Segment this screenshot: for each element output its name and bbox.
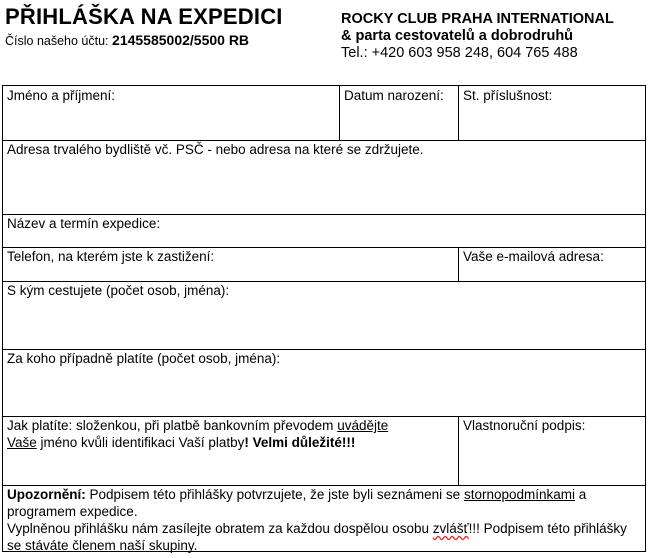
notice-label: Upozornění: bbox=[7, 487, 86, 502]
application-form bbox=[2, 85, 646, 552]
address-label: Adresa trvalého bydliště vč. PSČ - nebo adresa na které se zdržujete. bbox=[7, 142, 424, 157]
pay-for-field[interactable] bbox=[3, 349, 645, 416]
citizenship-field[interactable] bbox=[458, 86, 645, 140]
row-travel-with bbox=[3, 281, 645, 350]
club-subtitle: & parta cestovatelů a dobrodruhů bbox=[341, 28, 574, 44]
birth-label: Datum narození: bbox=[344, 88, 444, 103]
travel-with-field[interactable] bbox=[3, 281, 645, 349]
email-field[interactable] bbox=[458, 247, 645, 281]
row-personal bbox=[3, 86, 645, 141]
email-label: Vaše e-mailová adresa: bbox=[463, 249, 604, 264]
signature-field[interactable] bbox=[458, 416, 645, 485]
payment-field[interactable] bbox=[3, 416, 458, 485]
row-notice bbox=[3, 485, 645, 551]
notice-line2a: Vyplněnou přihlášku nám zasílejte obratem za každou dospělou osobu bbox=[7, 521, 433, 536]
address-field[interactable] bbox=[3, 140, 645, 214]
travel-with-label: S kým cestujete (počet osob, jména): bbox=[7, 283, 230, 298]
citizenship-label: St. příslušnost: bbox=[463, 88, 553, 103]
row-expedition bbox=[3, 214, 645, 248]
payment-underlined-2: Vaše bbox=[7, 435, 37, 450]
name-field[interactable] bbox=[3, 86, 339, 140]
notice-block bbox=[3, 485, 645, 551]
phone-field[interactable] bbox=[3, 247, 458, 281]
payment-text-2: jméno kvůli identifikaci Vaší platby bbox=[36, 435, 245, 450]
row-pay-for bbox=[3, 349, 645, 417]
expedition-field[interactable] bbox=[3, 214, 645, 247]
phone-label: Telefon, na kterém jste k zastižení: bbox=[7, 249, 215, 264]
header-right bbox=[341, 11, 614, 62]
row-address bbox=[3, 140, 645, 215]
club-phone: Tel.: +420 603 958 248, 604 765 488 bbox=[341, 45, 578, 61]
notice-zvlast: zvlášť bbox=[432, 521, 469, 536]
birth-date-field[interactable] bbox=[339, 86, 458, 140]
notice-text-1: Podpisem této přihlášky potvrzujete, že jste byli seznámeni se bbox=[85, 487, 464, 502]
row-contact bbox=[3, 247, 645, 282]
name-label: Jméno a příjmení: bbox=[7, 88, 116, 103]
notice-text-2: a programem expedice. bbox=[7, 487, 587, 519]
account-number: 2145585002/5500 RB bbox=[112, 32, 250, 48]
club-name: ROCKY CLUB PRAHA INTERNATIONAL bbox=[341, 11, 614, 27]
page-title: PŘIHLÁŠKA NA EXPEDICI bbox=[5, 4, 283, 29]
header-left bbox=[5, 4, 283, 49]
row-payment bbox=[3, 416, 645, 486]
payment-underlined-1: uvádějte bbox=[337, 418, 389, 433]
notice-line2b: !!! Podpisem této přihlášky se stáváte členem naší skupiny. bbox=[7, 521, 627, 553]
account-line bbox=[5, 32, 283, 49]
payment-text-1: Jak platíte: složenkou, při platbě bankovním převodem bbox=[7, 418, 338, 433]
signature-label: Vlastnoruční podpis: bbox=[463, 418, 586, 433]
notice-storno: stornopodmínkami bbox=[463, 487, 575, 502]
account-label: Číslo našeho účtu: bbox=[5, 34, 109, 48]
pay-for-label: Za koho případně platíte (počet osob, jména): bbox=[7, 351, 281, 366]
payment-important: ! Velmi důležité!!! bbox=[244, 435, 356, 450]
expedition-label: Název a termín expedice: bbox=[7, 216, 161, 231]
